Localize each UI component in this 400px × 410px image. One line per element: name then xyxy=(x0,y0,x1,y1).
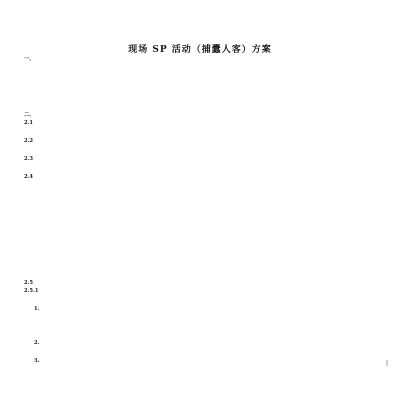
subsection-1-heading xyxy=(34,306,39,312)
section-2-5-1-heading xyxy=(24,288,38,294)
section-2-1-heading xyxy=(24,120,33,126)
section-1-heading xyxy=(24,56,34,62)
section-2-4-heading xyxy=(24,174,33,180)
scroll-indicator[interactable] xyxy=(386,360,388,366)
document-title: 现场 SP 活动（捕蠹人客）方案 xyxy=(128,45,272,55)
subsection-2-heading xyxy=(34,340,39,346)
section-1-number: 一、 xyxy=(24,56,35,62)
subsection-3-heading xyxy=(34,358,39,364)
section-2-2-number: 2.2 xyxy=(24,138,34,144)
section-2-number: 二、 xyxy=(24,112,35,118)
subsection-3-number: 3. xyxy=(34,358,40,364)
section-2-2-heading xyxy=(24,138,33,144)
section-2-3-number: 2.3 xyxy=(24,156,34,162)
section-2-heading xyxy=(24,112,34,118)
section-2-3-heading xyxy=(24,156,33,162)
section-2-1-number: 2.1 xyxy=(24,120,34,126)
section-2-5-1-number: 2.5.1 xyxy=(24,288,39,294)
subsection-2-number: 2. xyxy=(34,340,40,346)
section-2-4-number: 2.4 xyxy=(24,174,34,180)
section-2-5-heading xyxy=(24,280,33,286)
section-2-5-number: 2.5 xyxy=(24,280,34,286)
subsection-1-number: 1. xyxy=(34,306,40,312)
